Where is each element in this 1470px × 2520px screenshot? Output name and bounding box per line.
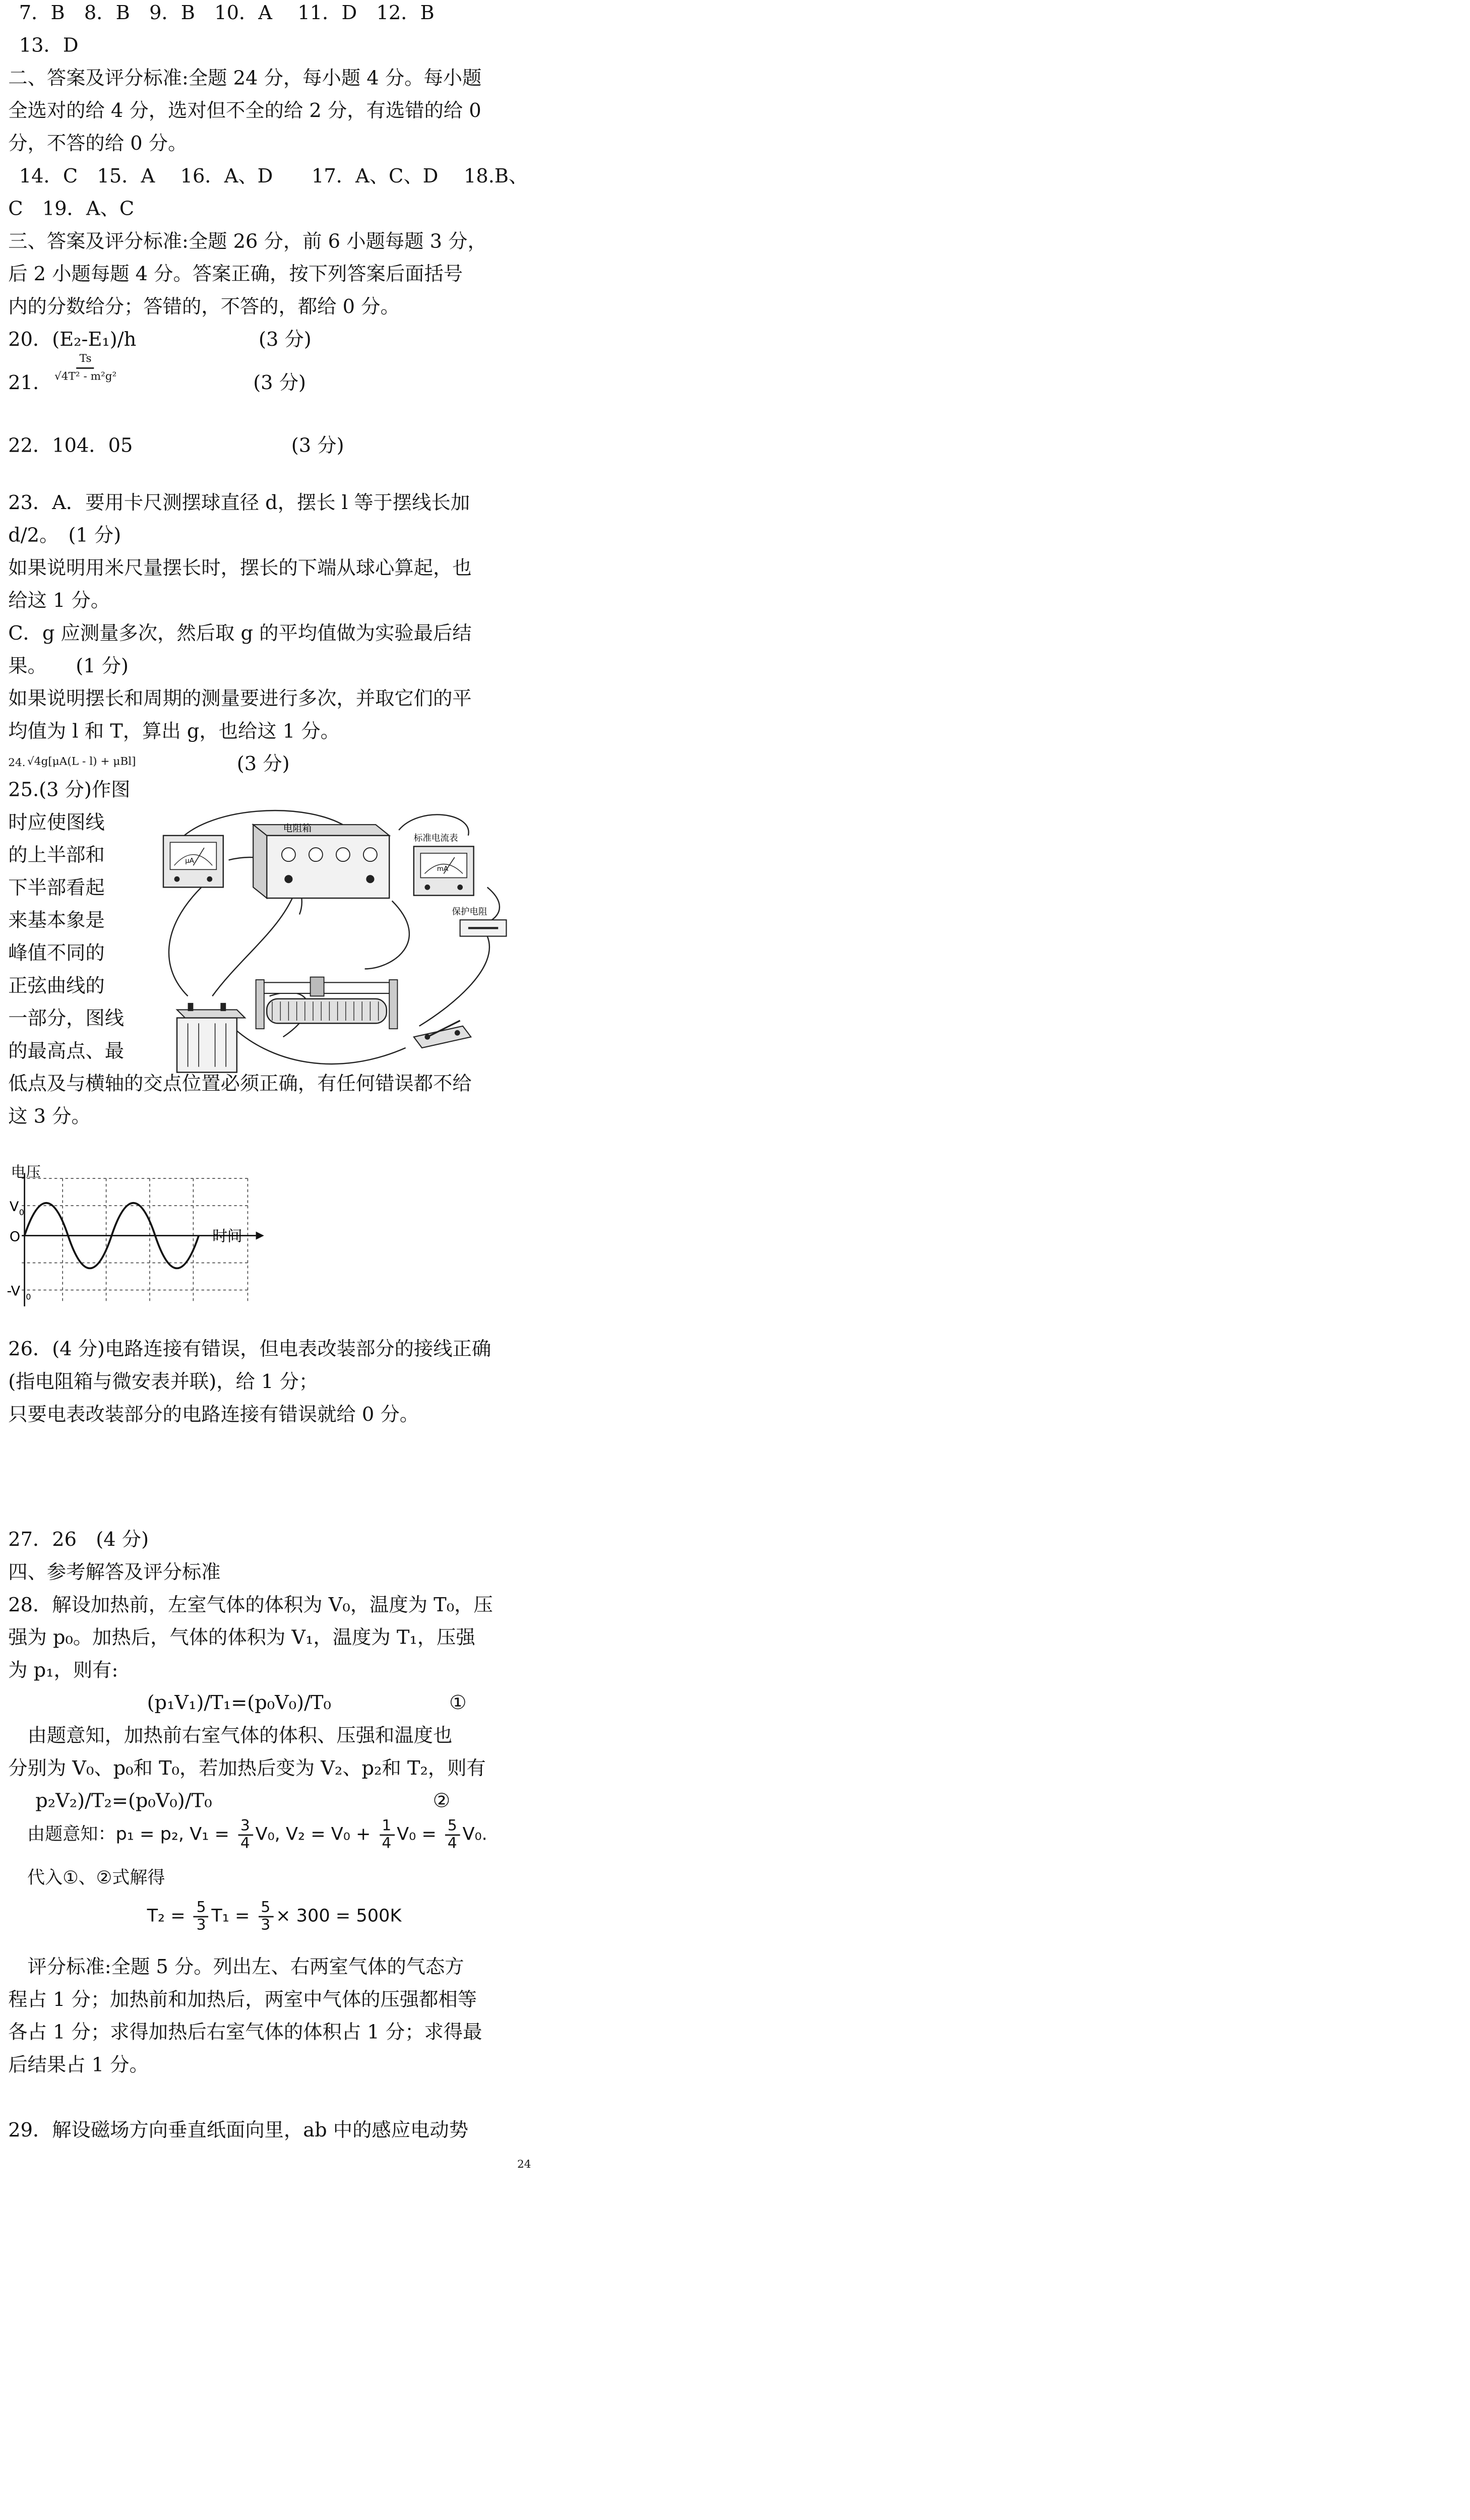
fraction-denominator: 4 bbox=[382, 1834, 392, 1852]
microammeter-unit-label: μA bbox=[185, 856, 195, 865]
wire bbox=[212, 887, 296, 996]
q26-line-1: 26．(4 分)电路连接有错误，但电表改装部分的接线正确 bbox=[8, 1339, 492, 1361]
resistance-box bbox=[253, 823, 389, 898]
equation-1-tag: ① bbox=[449, 1692, 467, 1715]
q22-score: (3 分) bbox=[291, 435, 344, 458]
q25-line-10: 低点及与横轴的交点位置必须正确，有任何错误都不给 bbox=[8, 1074, 472, 1096]
section3-heading-3: 内的分数给分；答错的，不答的，都给 0 分。 bbox=[8, 296, 400, 319]
page-number: 24 bbox=[517, 2158, 531, 2171]
resistance-box-label: 电阻箱 bbox=[283, 823, 312, 834]
q25-line-11: 这 3 分。 bbox=[8, 1106, 91, 1128]
dial-knob bbox=[336, 848, 350, 861]
score-line-4: 后结果占 1 分。 bbox=[8, 2055, 149, 2077]
fraction-numerator: 5 bbox=[194, 1900, 209, 1917]
v0-top-subscript: 0 bbox=[19, 1208, 25, 1218]
result-prefix: T₂ = bbox=[147, 1906, 191, 1927]
q28-line-1: 28．解设加热前，左室气体的体积为 V₀，温度为 T₀，压 bbox=[8, 1595, 493, 1617]
q29-line-1: 29．解设磁场方向垂直纸面向里，ab 中的感应电动势 bbox=[8, 2120, 468, 2142]
q25-line: 峰值不同的 bbox=[8, 943, 105, 965]
q26-line-3: 只要电表改装部分的电路连接有错误就给 0 分。 bbox=[8, 1404, 419, 1426]
section4-heading: 四、参考解答及评分标准 bbox=[8, 1562, 221, 1584]
q25-line: 的上半部和 bbox=[8, 845, 105, 867]
section2-heading-2: 全选对的给 4 分，选对但不全的给 2 分，有选错的给 0 bbox=[8, 100, 481, 122]
condition-line bbox=[27, 1818, 487, 1852]
wire bbox=[399, 814, 468, 835]
protective-resistor-label: 保护电阻 bbox=[452, 907, 487, 917]
wire bbox=[169, 887, 202, 996]
answer-key-document bbox=[0, 0, 544, 2169]
wire bbox=[419, 936, 489, 1026]
q23-line-3: 如果说明用米尺量摆长时，摆长的下端从球心算起，也 bbox=[8, 558, 472, 580]
section3-heading-1: 三、答案及评分标准:全题 26 分，前 6 小题每题 3 分， bbox=[8, 231, 487, 254]
circuit-diagram bbox=[147, 805, 526, 1080]
q23-line-2: d/2。 (1 分) bbox=[8, 525, 121, 547]
q25-line: 的最高点、最 bbox=[8, 1041, 125, 1063]
fraction-denominator: 3 bbox=[261, 1916, 271, 1934]
equation-2: p₂V₂)/T₂=(p₀V₀)/T₀ bbox=[35, 1791, 212, 1813]
protective-resistor bbox=[452, 907, 506, 936]
q21-score: (3 分) bbox=[253, 372, 306, 395]
v0-top-label: V bbox=[9, 1199, 19, 1215]
q25-line: 正弦曲线的 bbox=[8, 975, 105, 998]
fraction-numerator: 1 bbox=[379, 1818, 394, 1836]
q23-line-4: 给这 1 分。 bbox=[8, 590, 110, 612]
wire bbox=[229, 1023, 406, 1064]
q21-formula bbox=[49, 351, 122, 386]
dial-knob bbox=[282, 848, 295, 861]
result-line bbox=[147, 1900, 402, 1934]
q23-line-7: 如果说明摆长和周期的测量要进行多次，并取它们的平 bbox=[8, 688, 472, 711]
rheostat bbox=[256, 977, 398, 1029]
q22-answer: 22．104．05 bbox=[8, 435, 133, 458]
fraction-numerator: 5 bbox=[445, 1818, 460, 1836]
condition-suffix: V₀. bbox=[462, 1824, 487, 1846]
substitute-line: 代入①、②式解得 bbox=[27, 1868, 165, 1889]
v0-bottom-subscript: 0 bbox=[26, 1292, 31, 1302]
battery bbox=[177, 1003, 245, 1073]
q21-numerator: Ts bbox=[77, 351, 94, 369]
origin-label: O bbox=[9, 1229, 21, 1245]
q21-label: 21. bbox=[8, 372, 39, 395]
q20-score: (3 分) bbox=[259, 329, 312, 351]
q23-line-8: 均值为 l 和 T，算出 g，也给这 1 分。 bbox=[8, 721, 340, 743]
score-line-2: 程占 1 分；加热前和加热后，两室中气体的压强都相等 bbox=[8, 1989, 477, 2011]
fraction-numerator: 5 bbox=[258, 1900, 273, 1917]
q25-line: 25.(3 分)作图 bbox=[8, 780, 131, 802]
q23-line-5: C．g 应测量多次，然后取 g 的平均值做为实验最后结 bbox=[8, 623, 472, 645]
equation-1: (p₁V₁)/T₁=(p₀V₀)/T₀ bbox=[147, 1692, 331, 1715]
answers-7-12: 7．B 8．B 9．B 10．A 11．D 12．B bbox=[19, 3, 435, 25]
dial-knob bbox=[363, 848, 377, 861]
fraction-denominator: 3 bbox=[196, 1916, 206, 1934]
wire bbox=[365, 901, 409, 969]
result-middle: T₁ = bbox=[211, 1906, 256, 1927]
q20-answer: 20．(E₂-E₁)/h bbox=[8, 329, 137, 351]
q24-label: 24. bbox=[8, 757, 26, 769]
x-axis-label: 时间 bbox=[212, 1227, 242, 1245]
q26-line-2: (指电阻箱与微安表并联)，给 1 分； bbox=[8, 1371, 319, 1394]
standard-ammeter bbox=[414, 834, 474, 896]
q24-formula: √4g[μA(L - l) + μBl] bbox=[27, 755, 136, 768]
q21-denominator: √4T² - m²g² bbox=[54, 370, 117, 383]
q28-line-5: 分别为 V₀、p₀和 T₀，若加热后变为 V₂、p₂和 T₂，则有 bbox=[8, 1758, 486, 1780]
q23-line-1: 23．A．要用卡尺测摆球直径 d，摆长 l 等于摆线长加 bbox=[8, 492, 470, 515]
condition-middle-2: V₀ = bbox=[397, 1824, 442, 1846]
score-line-3: 各占 1 分；求得加热后右室气体的体积占 1 分；求得最 bbox=[8, 2022, 482, 2044]
milliammeter-unit-label: mA bbox=[437, 865, 449, 873]
q25-line: 下半部看起 bbox=[8, 877, 105, 900]
section3-heading-2: 后 2 小题每题 4 分。答案正确，按下列答案后面括号 bbox=[8, 264, 463, 286]
microammeter bbox=[163, 836, 223, 888]
condition-middle-1: V₀, V₂ = V₀ + bbox=[255, 1824, 377, 1846]
q25-line: 一部分，图线 bbox=[8, 1008, 125, 1030]
section2-heading-3: 分，不答的给 0 分。 bbox=[8, 133, 188, 155]
q28-line-2: 强为 p₀。加热后，气体的体积为 V₁，温度为 T₁，压强 bbox=[8, 1627, 475, 1650]
q25-line: 时应使图线 bbox=[8, 812, 105, 835]
q24-score: (3 分) bbox=[236, 753, 290, 776]
y-axis-label: 电压 bbox=[11, 1163, 41, 1181]
fraction-denominator: 4 bbox=[240, 1834, 250, 1852]
q25-line: 来基本象是 bbox=[8, 910, 105, 932]
section2-heading-1: 二、答案及评分标准:全题 24 分，每小题 4 分。每小题 bbox=[8, 68, 482, 90]
condition-prefix: 由题意知：p₁ = p₂, V₁ = bbox=[27, 1824, 235, 1846]
answers-14-18: 14．C 15．A 16．A、D 17．A、C、D 18.B、 bbox=[19, 166, 528, 188]
answer-13: 13．D bbox=[19, 35, 79, 57]
q28-line-3: 为 p₁，则有: bbox=[8, 1660, 118, 1682]
equation-2-tag: ② bbox=[433, 1791, 450, 1813]
score-line-1: 评分标准:全题 5 分。列出左、右两室气体的气态方 bbox=[8, 1957, 464, 1979]
q28-line-4: 由题意知，加热前右室气体的体积、压强和温度也 bbox=[8, 1725, 453, 1747]
q27-answer: 27．26 (4 分) bbox=[8, 1529, 149, 1551]
q23-line-6: 果。 (1 分) bbox=[8, 656, 129, 678]
v0-bottom-label: -V bbox=[7, 1283, 21, 1299]
x-axis-arrow bbox=[256, 1232, 264, 1240]
result-suffix: × 300 = 500K bbox=[276, 1906, 402, 1927]
answers-18-19: C 19．A、C bbox=[8, 199, 135, 221]
standard-ammeter-label: 标准电流表 bbox=[413, 833, 458, 844]
fraction-numerator: 3 bbox=[237, 1818, 253, 1836]
dial-knob bbox=[309, 848, 323, 861]
fraction-denominator: 4 bbox=[447, 1834, 457, 1852]
voltage-time-graph bbox=[8, 1165, 283, 1309]
wire bbox=[487, 887, 500, 922]
